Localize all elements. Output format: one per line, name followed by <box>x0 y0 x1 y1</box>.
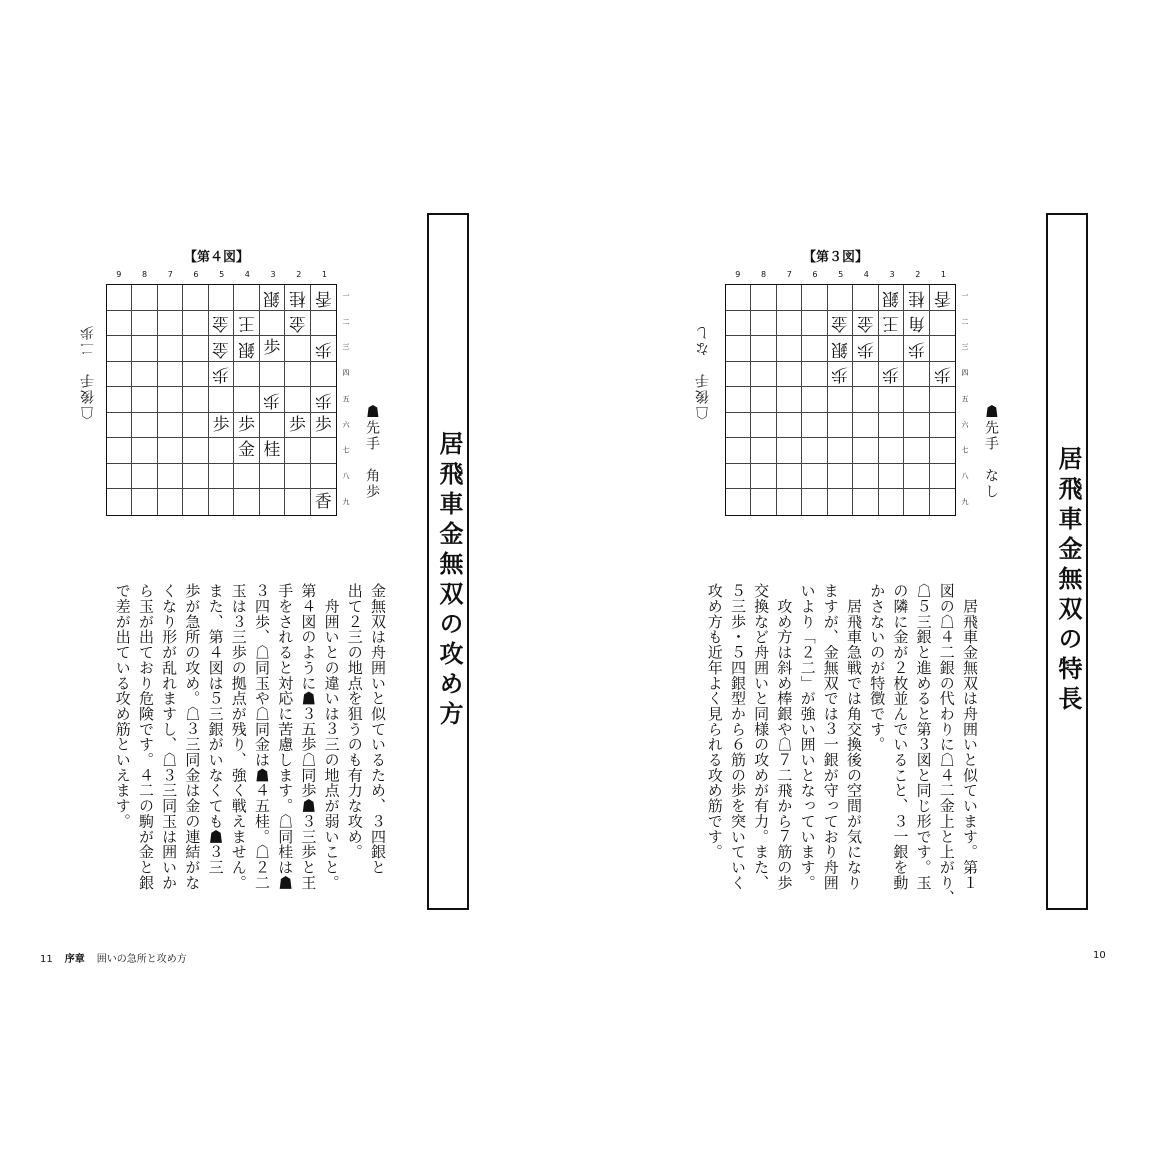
gote-piece: 香 <box>314 287 332 308</box>
board-square <box>802 489 827 515</box>
board-square <box>853 464 878 490</box>
board-square <box>234 387 259 413</box>
board-square <box>107 413 132 439</box>
body-line: で差が出ている攻め筋といえます。 <box>113 583 132 829</box>
board-square <box>802 311 827 337</box>
column-number: 8 <box>141 270 148 279</box>
board-square <box>132 285 157 311</box>
body-line: かさないのが特徴です。 <box>868 583 887 752</box>
column-number: 6 <box>812 270 818 279</box>
board-square <box>930 413 955 439</box>
gote-piece: 桂 <box>907 287 925 308</box>
gote-piece: 金 <box>212 338 230 359</box>
board-square <box>158 413 183 439</box>
body-line: また、第４図は５三銀がいなくても☗３三 <box>206 583 225 875</box>
board-square <box>209 464 234 490</box>
board-square <box>158 336 183 362</box>
page-number-left: 11 <box>40 954 53 965</box>
board-square <box>285 464 310 490</box>
row-number: 六 <box>342 420 350 429</box>
column-numbers-left <box>106 270 337 282</box>
board-square <box>183 362 208 388</box>
board-square <box>260 387 285 413</box>
board-square <box>234 489 259 515</box>
body-line: 攻め方も近年よく見られる攻め筋です。 <box>705 583 724 860</box>
board-square <box>183 285 208 311</box>
board-square <box>879 387 904 413</box>
board-square <box>234 464 259 490</box>
board-square <box>777 311 802 337</box>
board-square <box>879 362 904 388</box>
board-square <box>260 413 285 439</box>
board-square <box>285 387 310 413</box>
board-square <box>751 489 776 515</box>
board-square <box>311 362 336 388</box>
gote-piece: 桂 <box>288 287 306 308</box>
body-line: 居飛車金無双は舟囲いと似ています。第１ <box>961 583 979 890</box>
board-square <box>311 285 336 311</box>
board-square <box>930 438 955 464</box>
board-square <box>107 387 132 413</box>
board-square <box>311 464 336 490</box>
row-numbers-left <box>340 284 352 516</box>
right-page <box>575 0 1150 1150</box>
board-square <box>904 311 929 337</box>
gote-piece: 歩 <box>314 338 332 359</box>
body-line: 居飛車急戦では角交換後の空間が気になり <box>844 583 863 890</box>
sente-piece: 歩 <box>288 414 306 435</box>
board-square <box>726 311 751 337</box>
board-square <box>853 311 878 337</box>
board-square <box>234 362 259 388</box>
board-square <box>311 311 336 337</box>
gote-piece: 香 <box>933 287 951 308</box>
body-line: 舟囲いとの違いは３三の地点が弱いこと。 <box>322 583 341 890</box>
row-number: 二 <box>961 317 969 326</box>
board-square <box>234 413 259 439</box>
row-number: 二 <box>342 317 350 326</box>
board-square <box>234 336 259 362</box>
board-square <box>904 413 929 439</box>
board-square <box>183 311 208 337</box>
board-square <box>311 489 336 515</box>
body-line: 第４図のように☗３五歩☖同歩☗３三歩と王 <box>299 583 318 890</box>
board-square <box>751 413 776 439</box>
board-square <box>930 311 955 337</box>
row-number: 四 <box>961 369 969 378</box>
body-line: 玉は３三歩の拠点が残り、強く戦えません。 <box>229 583 248 890</box>
board-square <box>183 489 208 515</box>
row-numbers-right <box>959 284 971 516</box>
body-line: 図の☖４二銀の代わりに☖４二金上と上がり、 <box>937 583 956 906</box>
sente-piece: 歩 <box>237 414 255 435</box>
body-line: 出て２三の地点を狙うのも有力な攻め。 <box>345 583 364 860</box>
gote-piece: 金 <box>212 313 230 334</box>
gote-piece: 歩 <box>831 364 849 385</box>
board-square <box>260 438 285 464</box>
board-square <box>209 413 234 439</box>
figure-label-4: 【第４図】 <box>184 250 250 265</box>
board-square <box>751 285 776 311</box>
board-square <box>726 413 751 439</box>
gote-piece: 歩 <box>933 364 951 385</box>
board-square <box>158 464 183 490</box>
board-square <box>260 489 285 515</box>
board-square <box>285 311 310 337</box>
column-number: 5 <box>838 270 844 279</box>
board-square <box>802 285 827 311</box>
board-square <box>879 438 904 464</box>
board-square <box>132 464 157 490</box>
board-square <box>751 311 776 337</box>
section-title-right: 居飛車金無双の特長 <box>1046 213 1088 910</box>
board-square <box>285 413 310 439</box>
column-number: 3 <box>889 270 895 279</box>
board-square <box>930 362 955 388</box>
column-number: 8 <box>760 270 767 279</box>
board-square <box>904 387 929 413</box>
row-number: 八 <box>342 471 350 480</box>
board-square <box>904 285 929 311</box>
board-square <box>183 438 208 464</box>
board-square <box>726 285 751 311</box>
board-square <box>260 336 285 362</box>
column-number: 1 <box>321 270 327 279</box>
board-square <box>777 438 802 464</box>
row-number: 四 <box>342 369 350 378</box>
gote-piece: 歩 <box>907 338 925 359</box>
board-square <box>751 362 776 388</box>
column-number: 7 <box>167 270 173 279</box>
sente-piece: 歩 <box>212 414 230 435</box>
body-line: 交換など舟囲いと同様の攻めが有力。また、 <box>752 583 771 890</box>
column-numbers-right <box>725 270 956 282</box>
board-square <box>930 285 955 311</box>
board-square <box>879 489 904 515</box>
gote-piece: 王 <box>237 313 255 334</box>
sente-hand-left: ☗先手 角歩 <box>364 404 380 500</box>
board-square <box>107 285 132 311</box>
board-square <box>107 311 132 337</box>
folio-left <box>40 950 187 965</box>
sente-piece: 歩 <box>263 337 281 358</box>
board-square <box>260 285 285 311</box>
board-square <box>802 387 827 413</box>
board-square <box>726 362 751 388</box>
row-number: 七 <box>961 446 969 455</box>
board-square <box>828 413 853 439</box>
board-square <box>879 336 904 362</box>
board-square <box>311 387 336 413</box>
board-square <box>777 387 802 413</box>
row-number: 一 <box>342 292 350 300</box>
board-square <box>828 464 853 490</box>
board-square <box>904 489 929 515</box>
board-square <box>828 438 853 464</box>
board-square <box>209 387 234 413</box>
gote-piece: 金 <box>288 313 306 334</box>
board-square <box>930 387 955 413</box>
board-square <box>853 336 878 362</box>
board-square <box>209 311 234 337</box>
board-square <box>879 413 904 439</box>
board-square <box>777 336 802 362</box>
gote-piece: 角 <box>907 313 925 334</box>
board-square <box>132 489 157 515</box>
board-square <box>234 311 259 337</box>
body-line: 歩が急所の攻め。☖３三同金は金の連結がな <box>183 583 202 890</box>
board-square <box>726 464 751 490</box>
gote-piece: 銀 <box>237 338 255 359</box>
row-number: 六 <box>961 420 969 429</box>
board-square <box>234 285 259 311</box>
board-square <box>726 489 751 515</box>
sente-piece: 金 <box>237 440 255 461</box>
board-square <box>183 336 208 362</box>
column-number: 4 <box>244 270 250 279</box>
board-square <box>828 311 853 337</box>
board-square <box>285 489 310 515</box>
board-square <box>260 311 285 337</box>
board-square <box>802 336 827 362</box>
row-number: 九 <box>342 497 350 506</box>
board-square <box>853 438 878 464</box>
board-square <box>132 413 157 439</box>
body-text-left <box>111 583 389 923</box>
board-square <box>158 438 183 464</box>
row-number: 一 <box>961 292 969 300</box>
board-square <box>751 387 776 413</box>
column-number: 6 <box>193 270 199 279</box>
board-square <box>107 464 132 490</box>
row-number: 九 <box>961 497 969 506</box>
board-square <box>234 438 259 464</box>
board-square <box>726 387 751 413</box>
board-square <box>158 489 183 515</box>
body-line: いより「２二」が強い囲いとなっています。 <box>798 583 817 890</box>
board-square <box>726 438 751 464</box>
board-square <box>183 387 208 413</box>
sente-piece: 桂 <box>263 440 281 461</box>
board-square <box>183 413 208 439</box>
board-square <box>751 336 776 362</box>
board-square <box>311 438 336 464</box>
board-square <box>930 489 955 515</box>
shogi-board-figure-3 <box>725 284 956 516</box>
board-square <box>158 311 183 337</box>
board-square <box>158 362 183 388</box>
board-square <box>828 489 853 515</box>
body-line: ら玉が出ており危険です。４二の駒が金と銀 <box>136 583 155 890</box>
body-line: 攻め方は斜め棒銀や☖７二飛から７筋の歩 <box>775 583 794 890</box>
board-square <box>802 438 827 464</box>
board-square <box>209 438 234 464</box>
page-number-right: 10 <box>1093 950 1106 961</box>
board-square <box>802 464 827 490</box>
board-square <box>904 464 929 490</box>
board-square <box>311 413 336 439</box>
board-square <box>158 387 183 413</box>
board-square <box>209 489 234 515</box>
board-square <box>879 285 904 311</box>
board-square <box>802 362 827 388</box>
board-square <box>904 336 929 362</box>
board-square <box>183 464 208 490</box>
board-square <box>853 285 878 311</box>
gote-piece: 歩 <box>314 389 332 410</box>
board-square <box>879 464 904 490</box>
board-square <box>260 362 285 388</box>
body-line: 金無双は舟囲いと似ているため、３四銀と <box>369 583 387 875</box>
board-square <box>132 438 157 464</box>
column-number: 7 <box>786 270 792 279</box>
gote-hand-left: ☖後手 二歩 <box>80 324 96 420</box>
board-square <box>777 489 802 515</box>
board-square <box>285 362 310 388</box>
column-number: 2 <box>296 270 302 279</box>
board-square <box>132 336 157 362</box>
board-square <box>285 438 310 464</box>
figure-label-3: 【第３図】 <box>803 250 869 265</box>
running-head-chapter: 序章 <box>64 954 85 965</box>
column-number: 9 <box>116 270 122 279</box>
running-head-title: 囲いの急所と攻め方 <box>96 954 187 965</box>
gote-piece: 歩 <box>882 364 900 385</box>
gote-piece: 金 <box>856 313 874 334</box>
body-line: ５三歩・５四銀型から６筋の歩を突いていく <box>728 583 747 890</box>
row-number: 八 <box>961 471 969 480</box>
column-number: 4 <box>863 270 869 279</box>
column-number: 2 <box>915 270 921 279</box>
row-number: 三 <box>961 343 969 352</box>
column-number: 5 <box>219 270 225 279</box>
gote-piece: 歩 <box>212 364 230 385</box>
board-square <box>853 413 878 439</box>
gote-piece: 歩 <box>856 338 874 359</box>
row-number: 五 <box>342 394 350 403</box>
gote-piece: 銀 <box>882 287 900 308</box>
board-square <box>107 438 132 464</box>
board-square <box>853 362 878 388</box>
body-line: 手をされると対応に苦慮します。☖同桂は☗ <box>276 583 295 890</box>
board-square <box>158 285 183 311</box>
board-square <box>209 336 234 362</box>
board-square <box>828 285 853 311</box>
row-number: 七 <box>342 446 350 455</box>
column-number: 9 <box>735 270 741 279</box>
gote-piece: 銀 <box>831 338 849 359</box>
board-square <box>904 362 929 388</box>
board-square <box>904 438 929 464</box>
body-line: の隣に金が２枚並んでいること、３一銀を動 <box>891 583 910 890</box>
board-square <box>311 336 336 362</box>
section-title-left: 居飛車金無双の攻め方 <box>427 213 469 910</box>
board-square <box>802 413 827 439</box>
column-number: 3 <box>270 270 276 279</box>
body-line: ３四歩、☖同玉や☖同金は☗４五桂。☖２二 <box>252 583 271 890</box>
board-square <box>751 438 776 464</box>
board-square <box>777 464 802 490</box>
board-square <box>209 285 234 311</box>
board-square <box>879 311 904 337</box>
board-square <box>777 285 802 311</box>
column-number: 1 <box>940 270 946 279</box>
body-line: ますが、金無双では３一銀が守っており舟囲 <box>821 583 840 890</box>
sente-piece: 歩 <box>314 414 332 435</box>
board-square <box>853 387 878 413</box>
board-square <box>828 362 853 388</box>
board-square <box>260 464 285 490</box>
board-square <box>285 336 310 362</box>
gote-piece: 銀 <box>263 287 281 308</box>
board-square <box>777 362 802 388</box>
gote-piece: 歩 <box>263 389 281 410</box>
board-square <box>107 336 132 362</box>
body-text-right <box>703 583 981 923</box>
board-square <box>132 311 157 337</box>
board-square <box>285 285 310 311</box>
board-square <box>777 413 802 439</box>
sente-piece: 香 <box>314 491 332 512</box>
row-number: 五 <box>961 394 969 403</box>
board-square <box>132 362 157 388</box>
body-line: ☖５三銀と進めると第３図と同じ形です。玉 <box>914 583 933 890</box>
gote-piece: 王 <box>882 313 900 334</box>
row-number: 三 <box>342 343 350 352</box>
board-square <box>209 362 234 388</box>
board-square <box>107 362 132 388</box>
board-square <box>930 464 955 490</box>
sente-hand-right: ☗先手 なし <box>983 404 999 500</box>
board-square <box>828 336 853 362</box>
shogi-board-figure-4 <box>106 284 337 516</box>
board-square <box>107 489 132 515</box>
gote-piece: 金 <box>831 313 849 334</box>
board-square <box>930 336 955 362</box>
board-square <box>132 387 157 413</box>
gote-hand-right: ☖後手 なし <box>695 324 711 420</box>
board-square <box>726 336 751 362</box>
board-square <box>751 464 776 490</box>
board-square <box>853 489 878 515</box>
board-square <box>828 387 853 413</box>
body-line: くなり形が乱れますし、☖３三同玉は囲いか <box>160 583 179 890</box>
